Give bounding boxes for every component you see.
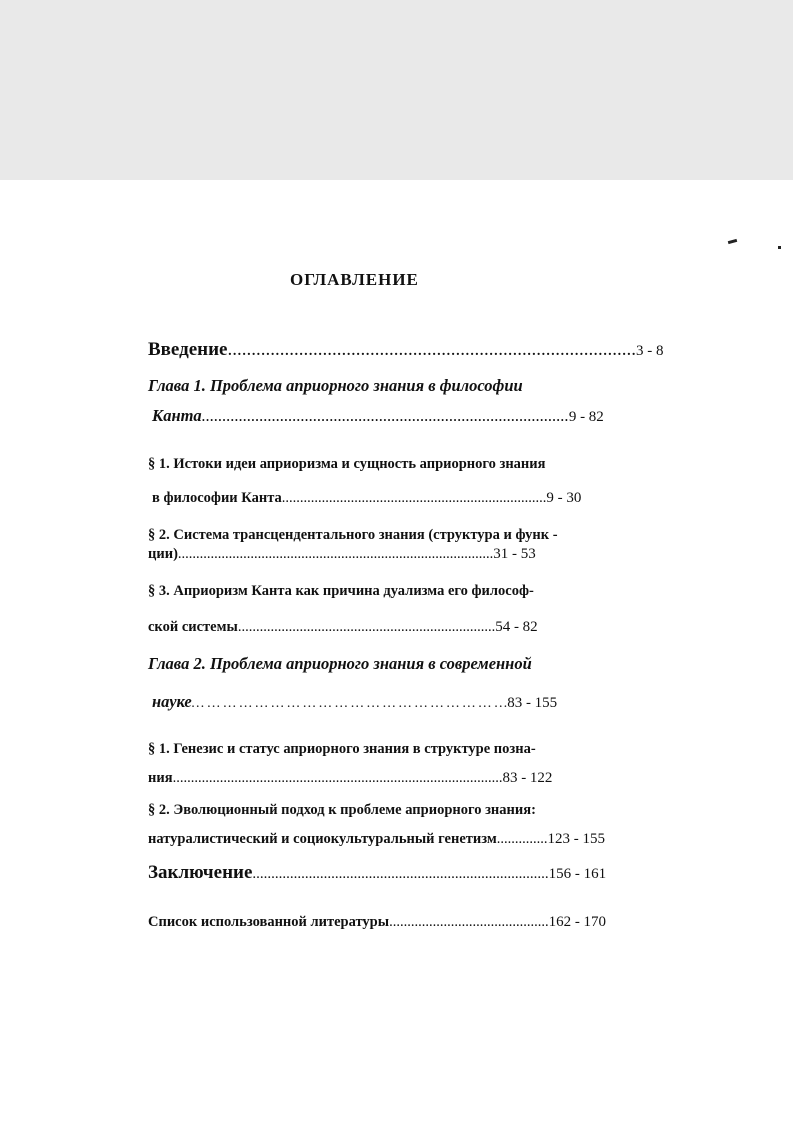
toc-section-1-3-line1: § 3. Априоризм Канта как причина дуализма его философ- [148,583,534,599]
scan-shade [0,0,793,180]
toc-section-2-2-line2: натуралистический и социокультуральный генетизм..............123 - 155 [148,831,606,847]
toc-section-1-1-line1: § 1. Истоки идеи априоризма и сущность априорного знания [148,456,546,472]
toc-section-2-1-line1: § 1. Генезис и статус априорного знания в структуре позна- [148,741,536,757]
toc-entry-bibliography: Список использованной литературы............................................162 - 170 [148,914,607,930]
toc-chapter-1-line2: Канта.........................................................................................9 - 82 [152,406,604,425]
toc-section-1-2-line2: ции).......................................................................................31 - 53 [148,546,536,562]
paper-area [0,180,793,1122]
toc-title: ОГЛАВЛЕНИЕ [290,270,419,289]
scan-speck [778,246,781,249]
toc-section-1-2-line1: § 2. Система трансцендентального знания (структура и функ - [148,527,558,543]
toc-section-1-3-line2: ской системы.......................................................................54 - 82 [148,619,538,635]
toc-section-2-1-line2: ния...........................................................................................83 - 122 [148,770,553,786]
toc-chapter-2-line2: науке… … … … … … … … … … … … … … … … … … … …83 - 155 [152,692,558,711]
toc-section-1-1-line2: в философии Канта.........................................................................9 - 30 [152,490,582,506]
toc-entry-introduction: Введение......................................................................................3 - 8 [148,339,664,360]
toc-section-2-2-line1: § 2. Эволюционный подход к проблеме априорного знания: [148,802,536,818]
toc-entry-conclusion: Заключение...............................................................................156 - 161 [148,862,607,883]
toc-chapter-2-line1: Глава 2. Проблема априорного знания в современной [148,654,532,673]
toc-chapter-1-line1: Глава 1. Проблема априорного знания в философии [148,376,523,395]
